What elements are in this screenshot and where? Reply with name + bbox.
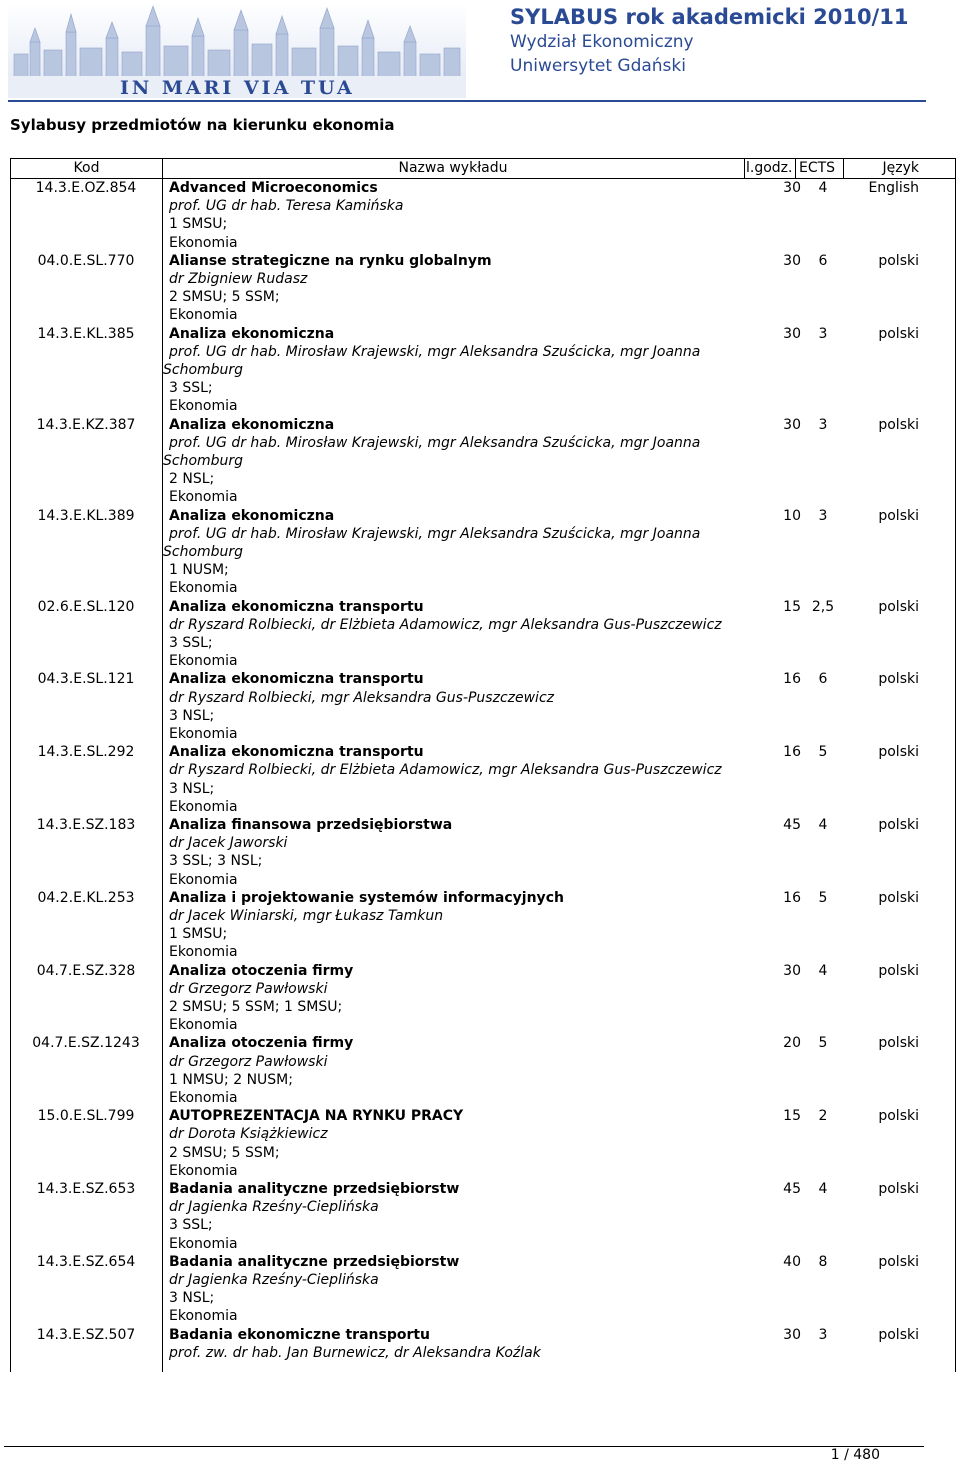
course-field: Ekonomia	[169, 1308, 238, 1325]
course-ects: 8	[818, 1253, 828, 1270]
course-language: polski	[878, 744, 919, 761]
table-row	[11, 1326, 955, 1362]
course-details	[169, 1326, 541, 1362]
course-field: Ekonomia	[169, 798, 238, 815]
course-hours: 30	[783, 416, 801, 433]
course-language: polski	[878, 1253, 919, 1270]
course-title: Analiza ekonomiczna	[169, 416, 335, 433]
course-title: Analiza finansowa przedsiębiorstwa	[169, 816, 453, 833]
university-name: Uniwersytet Gdański	[510, 56, 686, 76]
course-hours: 30	[783, 252, 801, 269]
column-header-godz: l.godz.	[746, 160, 793, 176]
syllabus-table	[10, 158, 956, 1372]
table-row	[11, 1034, 955, 1107]
course-title: Alianse strategiczne na rynku globalnym	[169, 252, 492, 269]
course-forms: 3 SSL;	[169, 380, 213, 397]
course-field: Ekonomia	[169, 1089, 238, 1106]
city-skyline-icon	[8, 2, 466, 98]
course-field: Ekonomia	[169, 726, 238, 742]
course-teacher: dr Jagienka Rześny-Cieplińska	[169, 1271, 379, 1288]
course-language: polski	[878, 962, 919, 979]
course-title: Analiza ekonomiczna	[169, 325, 335, 342]
course-field: Ekonomia	[169, 398, 238, 415]
course-forms: 2 SMSU; 5 SSM;	[169, 289, 280, 306]
course-teacher: Schomburg	[163, 453, 244, 469]
course-hours: 15	[783, 1108, 801, 1125]
course-ects: 3	[818, 416, 828, 433]
course-language: polski	[878, 671, 919, 688]
course-title: Badania ekonomiczne transportu	[169, 1326, 431, 1343]
course-details	[169, 252, 492, 325]
table-row	[11, 1180, 955, 1253]
course-field: Ekonomia	[169, 1235, 238, 1252]
course-language: polski	[878, 816, 919, 833]
course-language: polski	[878, 507, 919, 524]
course-ects: 3	[818, 325, 828, 342]
course-details	[169, 1253, 459, 1326]
table-row	[11, 252, 955, 325]
document-header	[510, 4, 950, 78]
course-details	[169, 816, 452, 889]
course-ects: 3	[818, 507, 828, 524]
course-hours: 16	[783, 744, 801, 761]
column-header-nazwa: Nazwa wykładu	[398, 160, 508, 176]
course-ects: 4	[818, 180, 828, 196]
table-row	[11, 507, 955, 598]
table-row	[11, 325, 955, 416]
syllabus-title: SYLABUS rok akademicki 2010/11	[510, 5, 909, 29]
course-forms: 3 NSL;	[169, 780, 215, 797]
course-teacher: dr Ryszard Rolbiecki, dr Elżbieta Adamowicz, mgr Aleksandra Gus-Puszczewicz	[169, 762, 722, 779]
page-number: 1 / 480	[830, 1447, 880, 1463]
course-forms: 2 NSL;	[169, 471, 215, 488]
footer-divider	[4, 1446, 924, 1447]
course-teacher: dr Grzegorz Pawłowski	[169, 980, 328, 997]
course-code: 14.3.E.SZ.507	[36, 1326, 136, 1343]
course-ects: 2,5	[811, 598, 835, 615]
course-ects: 5	[818, 1035, 828, 1052]
course-teacher: prof. zw. dr hab. Jan Burnewicz, dr Aleksandra Koźlak	[169, 1344, 541, 1361]
table-row	[11, 1107, 955, 1180]
table-header	[11, 158, 955, 179]
course-code: 14.3.E.KL.385	[37, 325, 135, 342]
table-row	[11, 743, 955, 816]
course-title: Advanced Microeconomics	[169, 180, 378, 196]
course-field: Ekonomia	[169, 1017, 238, 1034]
course-title: Analiza otoczenia firmy	[169, 962, 354, 979]
course-teacher: Schomburg	[163, 362, 244, 378]
course-details	[169, 670, 554, 743]
course-hours: 30	[783, 325, 801, 342]
course-code: 04.0.E.SL.770	[37, 252, 135, 269]
course-ects: 4	[818, 962, 828, 979]
course-forms: 1 NUSM;	[169, 562, 229, 579]
course-ects: 4	[818, 816, 828, 833]
course-code: 14.3.E.SZ.654	[36, 1253, 136, 1270]
course-language: polski	[878, 889, 919, 906]
course-field: Ekonomia	[169, 944, 238, 961]
course-teacher: dr Grzegorz Pawłowski	[169, 1053, 328, 1070]
course-hours: 45	[783, 816, 801, 833]
table-row	[11, 816, 955, 889]
course-ects: 6	[818, 671, 828, 688]
course-hours: 30	[783, 1326, 801, 1343]
course-title: Analiza ekonomiczna	[169, 507, 335, 524]
course-code: 04.7.E.SZ.328	[36, 962, 136, 979]
course-forms: 2 SMSU; 5 SSM;	[169, 1144, 280, 1161]
course-title: Analiza ekonomiczna transportu	[169, 744, 424, 761]
course-teacher: dr Jacek Winiarski, mgr Łukasz Tamkun	[169, 907, 444, 924]
course-ects: 6	[818, 252, 828, 269]
course-hours: 30	[783, 180, 801, 196]
course-forms: 1 NMSU; 2 NUSM;	[169, 1071, 293, 1088]
course-teacher: dr Ryszard Rolbiecki, mgr Aleksandra Gus-Puszczewicz	[169, 689, 554, 706]
course-title: Badania analityczne przedsiębiorstw	[169, 1253, 460, 1270]
course-forms: 1 SMSU;	[169, 216, 228, 233]
faculty-name: Wydział Ekonomiczny	[510, 32, 694, 52]
course-forms: 3 NSL;	[169, 707, 215, 724]
course-details	[169, 743, 722, 816]
course-ects: 5	[818, 889, 828, 906]
course-details	[169, 962, 353, 1035]
course-language: polski	[878, 598, 919, 615]
course-code: 14.3.E.SZ.653	[36, 1180, 136, 1197]
course-hours: 16	[783, 671, 801, 688]
course-forms: 3 NSL;	[169, 1290, 215, 1307]
table-row	[11, 670, 955, 743]
course-teacher: prof. UG dr hab. Teresa Kamińska	[169, 198, 404, 215]
course-forms: 3 SSL;	[169, 635, 213, 651]
course-language: polski	[878, 1326, 919, 1343]
course-teacher: dr Dorota Książkiewicz	[169, 1126, 328, 1143]
course-code: 14.3.E.SL.292	[37, 744, 135, 761]
column-header-jezyk: Język	[882, 160, 919, 176]
course-teacher: prof. UG dr hab. Mirosław Krajewski, mgr Aleksandra Szuścicka, mgr Joanna	[169, 434, 701, 451]
course-details	[163, 416, 701, 507]
course-code: 14.3.E.SZ.183	[36, 816, 136, 833]
course-forms: 2 SMSU; 5 SSM; 1 SMSU;	[169, 998, 343, 1015]
course-field: Ekonomia	[169, 234, 238, 251]
course-code: 14.3.E.OZ.854	[35, 180, 137, 196]
course-teacher: dr Jacek Jaworski	[169, 835, 288, 852]
course-teacher: Schomburg	[163, 544, 244, 560]
course-code: 04.7.E.SZ.1243	[32, 1035, 140, 1052]
course-code: 14.3.E.KZ.387	[36, 416, 136, 433]
course-details	[163, 325, 701, 416]
course-teacher: dr Jagienka Rześny-Cieplińska	[169, 1199, 379, 1216]
course-field: Ekonomia	[169, 307, 238, 324]
course-details	[163, 507, 701, 598]
course-field: Ekonomia	[169, 653, 238, 670]
table-row	[11, 1253, 955, 1326]
table-row	[11, 598, 955, 671]
course-details	[169, 1180, 459, 1253]
course-ects: 3	[818, 1326, 828, 1343]
course-details	[169, 598, 722, 671]
motto-text: IN MARI VIA TUA	[120, 77, 355, 98]
course-teacher: dr Zbigniew Rudasz	[169, 271, 308, 287]
course-language: polski	[878, 1180, 919, 1197]
table-row	[11, 889, 955, 962]
university-banner-logo	[8, 2, 466, 98]
course-teacher: prof. UG dr hab. Mirosław Krajewski, mgr Aleksandra Szuścicka, mgr Joanna	[169, 525, 701, 542]
course-teacher: dr Ryszard Rolbiecki, dr Elżbieta Adamowicz, mgr Aleksandra Gus-Puszczewicz	[169, 616, 722, 633]
course-details	[169, 889, 564, 962]
course-details	[169, 179, 403, 252]
column-header-ects: ECTS	[799, 160, 836, 176]
course-ects: 5	[818, 744, 828, 761]
course-ects: 2	[818, 1108, 828, 1125]
course-hours: 16	[783, 889, 801, 906]
course-forms: 3 SSL; 3 NSL;	[169, 853, 263, 870]
course-field: Ekonomia	[169, 489, 238, 506]
table-row	[11, 416, 955, 507]
course-code: 04.2.E.KL.253	[37, 889, 135, 906]
course-hours: 20	[783, 1035, 801, 1052]
course-language: polski	[878, 1035, 919, 1052]
course-hours: 30	[783, 962, 801, 979]
course-code: 15.0.E.SL.799	[37, 1108, 135, 1125]
course-ects: 4	[818, 1180, 828, 1197]
course-title: AUTOPREZENTACJA NA RYNKU PRACY	[169, 1108, 464, 1125]
course-language: polski	[878, 325, 919, 342]
course-language: polski	[878, 416, 919, 433]
course-code: 02.6.E.SL.120	[37, 598, 135, 615]
course-hours: 40	[783, 1253, 801, 1270]
course-code: 14.3.E.KL.389	[37, 507, 135, 524]
course-details	[169, 1034, 353, 1107]
course-field: Ekonomia	[169, 871, 238, 888]
course-language: polski	[878, 1108, 919, 1125]
course-forms: 3 SSL;	[169, 1217, 213, 1234]
course-title: Analiza ekonomiczna transportu	[169, 598, 424, 615]
table-body	[11, 179, 955, 1362]
course-forms: 1 SMSU;	[169, 926, 228, 943]
course-teacher: prof. UG dr hab. Mirosław Krajewski, mgr Aleksandra Szuścicka, mgr Joanna	[169, 343, 701, 360]
course-field: Ekonomia	[169, 580, 238, 597]
table-row	[11, 179, 955, 252]
course-language: English	[868, 180, 919, 196]
course-hours: 15	[783, 598, 801, 615]
course-hours: 45	[783, 1180, 801, 1197]
course-hours: 10	[783, 507, 801, 524]
page-heading: Sylabusy przedmiotów na kierunku ekonomia	[10, 116, 395, 134]
course-details	[169, 1107, 463, 1180]
course-field: Ekonomia	[169, 1162, 238, 1179]
table-row	[11, 962, 955, 1035]
course-title: Analiza otoczenia firmy	[169, 1035, 354, 1052]
course-title: Analiza ekonomiczna transportu	[169, 671, 424, 688]
column-header-kod: Kod	[73, 160, 100, 176]
course-title: Badania analityczne przedsiębiorstw	[169, 1180, 460, 1197]
course-code: 04.3.E.SL.121	[37, 671, 135, 688]
course-title: Analiza i projektowanie systemów informacyjnych	[169, 889, 564, 906]
course-language: polski	[878, 252, 919, 269]
header-divider	[8, 100, 926, 102]
